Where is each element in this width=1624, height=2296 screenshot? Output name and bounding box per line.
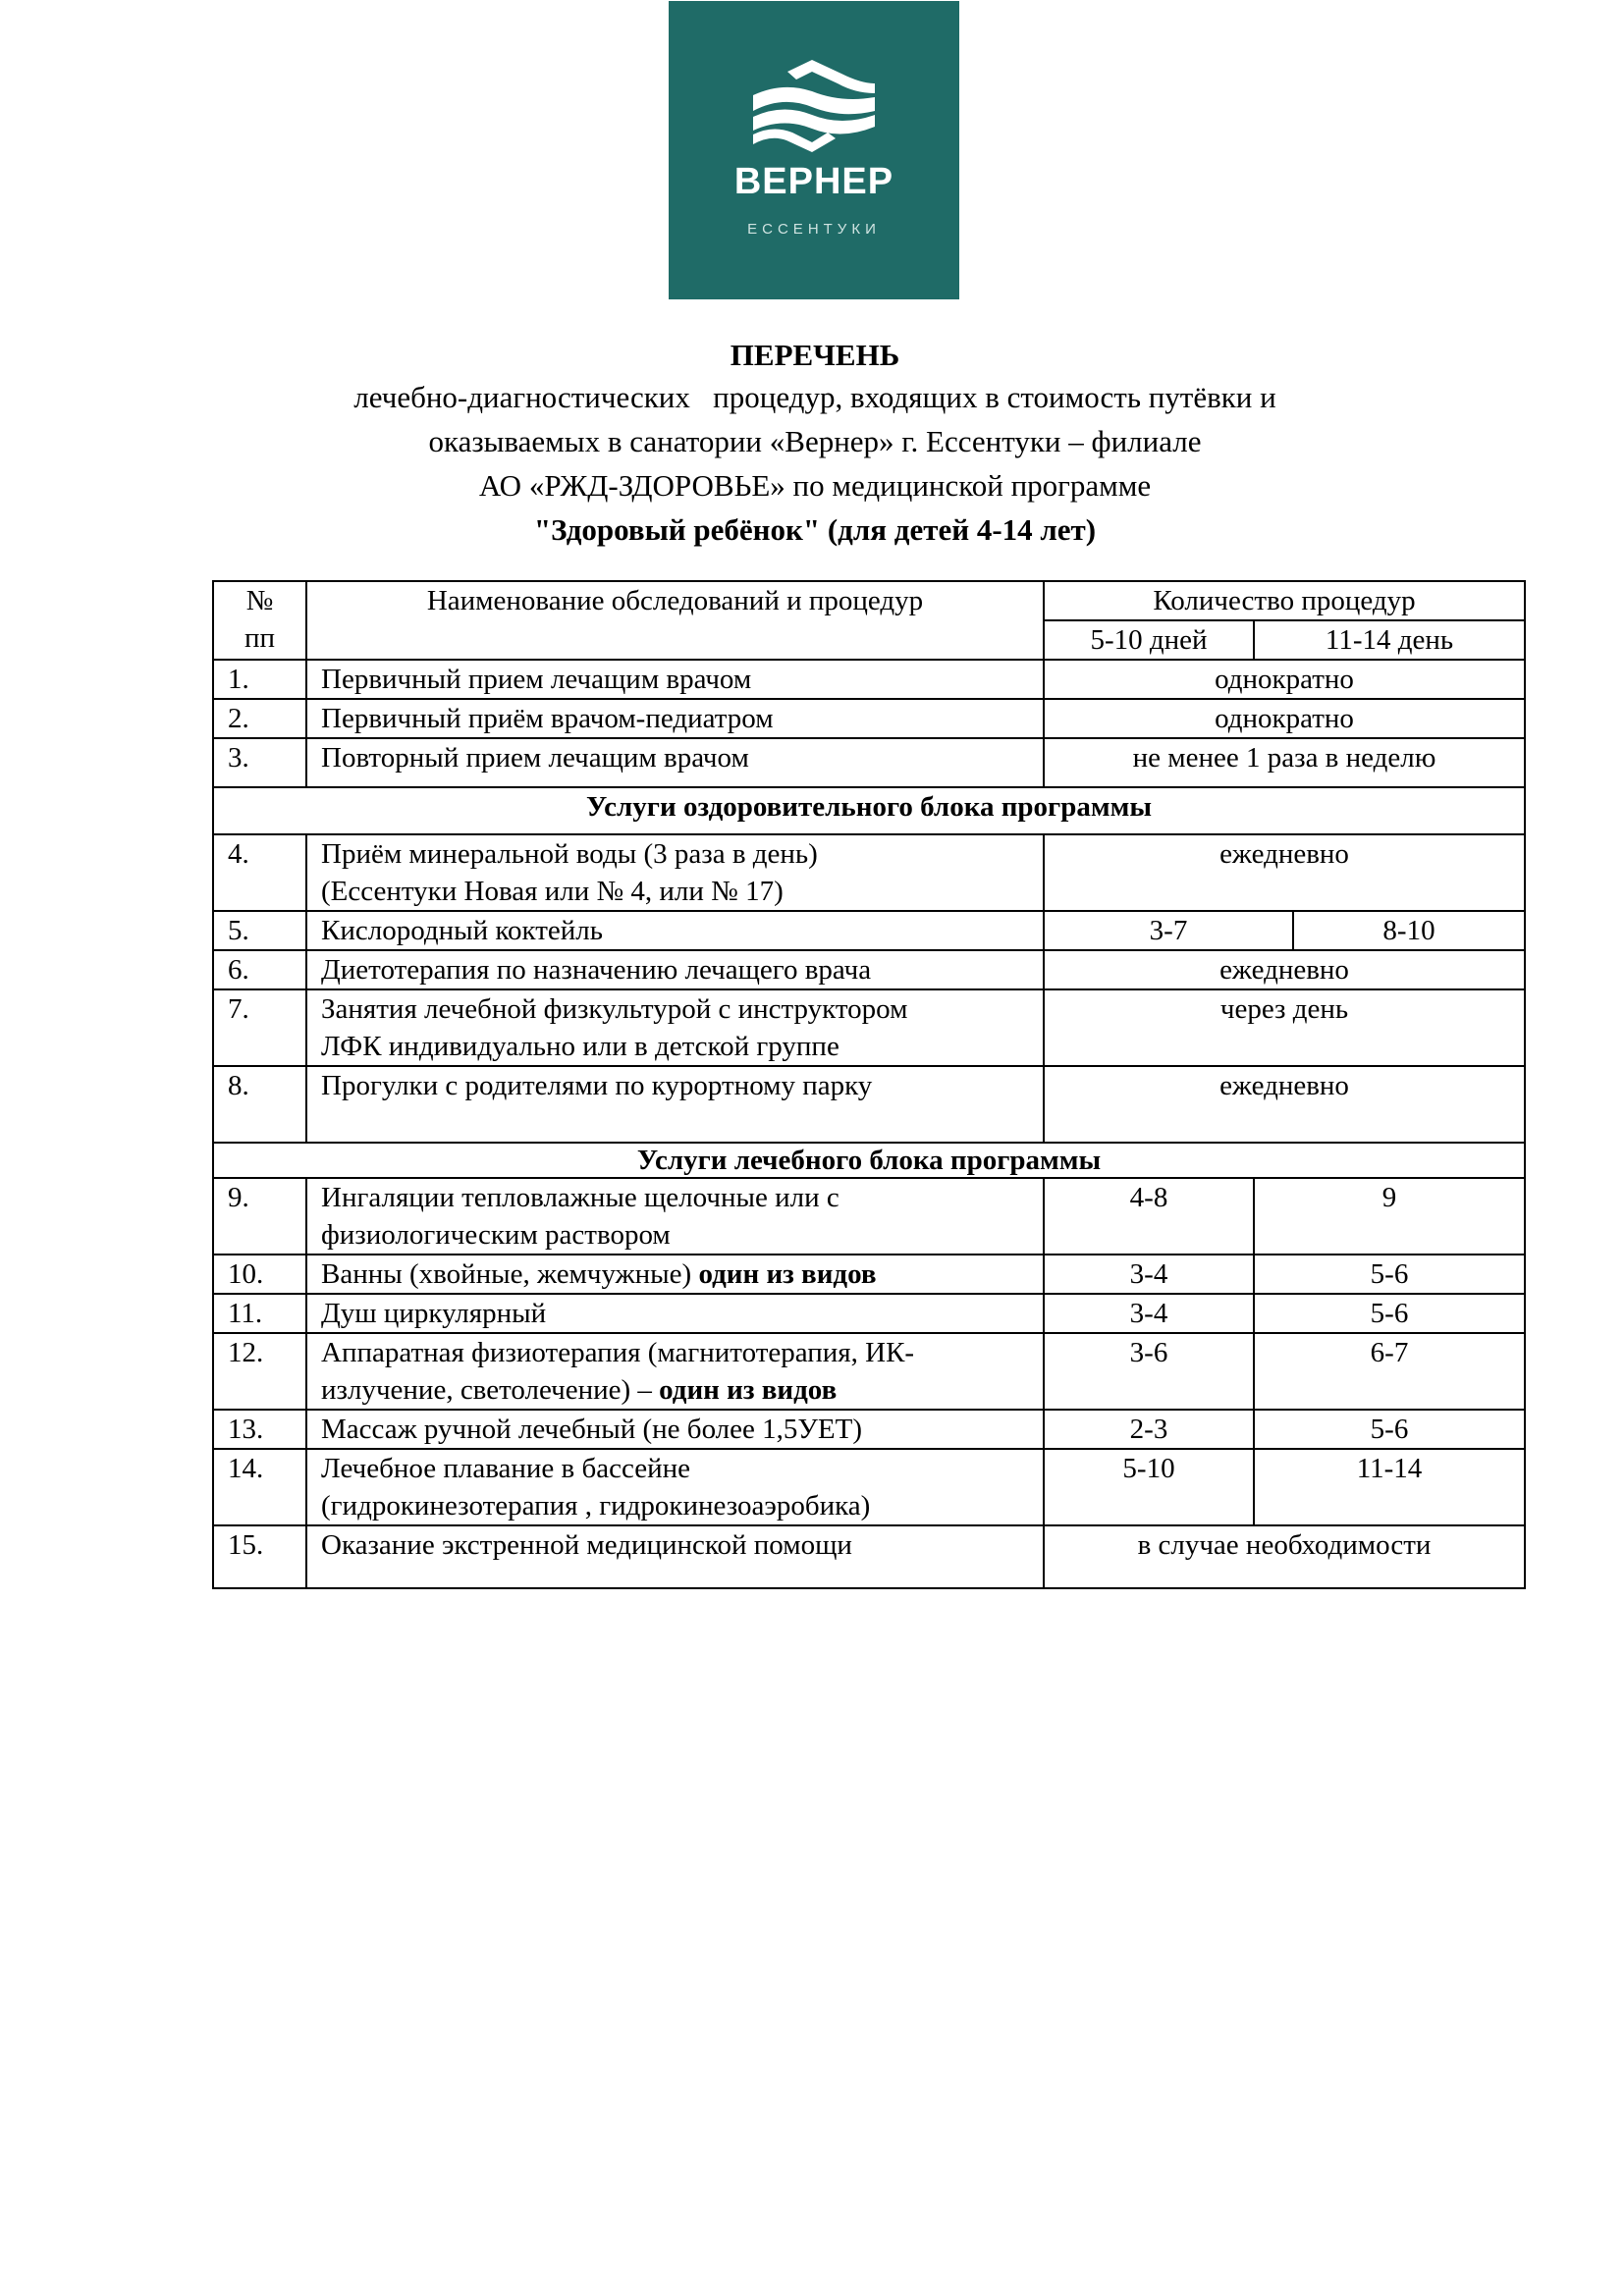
row-value-5-10: 3-4 xyxy=(1044,1294,1254,1333)
header-11-14-days: 11-14 день xyxy=(1254,620,1525,660)
document-heading xyxy=(236,334,1394,552)
row-name-emphasis: один из видов xyxy=(698,1258,877,1290)
heading-line-3: АО «РЖД-ЗДОРОВЬЕ» по медицинской программе xyxy=(478,468,1152,503)
row-value-5-10: 3-4 xyxy=(1044,1255,1254,1294)
table-row xyxy=(213,738,1525,787)
row-name-line1: Лечебное плавание в бассейне xyxy=(321,1453,690,1484)
row-name xyxy=(306,834,1044,911)
header-quantity: Количество процедур xyxy=(1044,581,1525,620)
row-num: 5. xyxy=(213,911,306,950)
row-num: 1. xyxy=(213,660,306,699)
program-name: "Здоровый ребёнок" (для детей 4-14 лет) xyxy=(533,512,1097,547)
row-value-5-10: 3-6 xyxy=(1044,1333,1254,1410)
row-value: в случае необходимости xyxy=(1044,1525,1525,1588)
row-value-5-10: 5-10 xyxy=(1044,1449,1254,1525)
logo-name: ВЕРНЕР xyxy=(733,161,894,202)
row-name: Прогулки с родителями по курортному парку xyxy=(306,1066,1044,1143)
row-name-line2: ЛФК индивидуально или в детской группе xyxy=(321,1031,839,1062)
row-name: Диетотерапия по назначению лечащего врача xyxy=(306,950,1044,989)
row-value-11-14: 6-7 xyxy=(1254,1333,1525,1410)
row-num: 15. xyxy=(213,1525,306,1588)
header-num-line1: № xyxy=(245,585,274,616)
table-row xyxy=(213,989,1525,1066)
table-row xyxy=(213,1294,1525,1333)
table-row xyxy=(213,1449,1525,1525)
row-num: 3. xyxy=(213,738,306,787)
row-value: ежедневно xyxy=(1044,834,1525,911)
section-row-treatment xyxy=(213,1143,1525,1178)
table-row xyxy=(213,911,1525,950)
row-num: 7. xyxy=(213,989,306,1066)
row-num: 2. xyxy=(213,699,306,738)
row-name: Кислородный коктейль xyxy=(306,911,1044,950)
row-name: Массаж ручной лечебный (не более 1,5УЕТ) xyxy=(306,1410,1044,1449)
row-value: не менее 1 раза в неделю xyxy=(1044,738,1525,787)
table-header-row xyxy=(213,581,1525,620)
row-name-line1: Приём минеральной воды (3 раза в день) xyxy=(321,838,818,870)
table-row xyxy=(213,1255,1525,1294)
table-row xyxy=(213,1525,1525,1588)
row-name: Повторный прием лечащим врачом xyxy=(306,738,1044,787)
heading-line-2: оказываемых в санатории «Вернер» г. Ессентуки – филиале xyxy=(428,424,1202,458)
section-wellness-title: Услуги оздоровительного блока программы xyxy=(213,787,1525,834)
row-name-line2: физиологическим раствором xyxy=(321,1219,671,1251)
table-row xyxy=(213,950,1525,989)
table-row xyxy=(213,1178,1525,1255)
row-value: однократно xyxy=(1044,699,1525,738)
row-name-line2 xyxy=(321,1371,1037,1409)
table-row xyxy=(213,1410,1525,1449)
row-name xyxy=(306,989,1044,1066)
row-value-11-14: 5-6 xyxy=(1254,1255,1525,1294)
row-value: однократно xyxy=(1044,660,1525,699)
row-value-11-14: 5-6 xyxy=(1254,1294,1525,1333)
row-value-11-14: 5-6 xyxy=(1254,1410,1525,1449)
row-name xyxy=(306,1333,1044,1410)
header-name: Наименование обследований и процедур xyxy=(306,581,1044,660)
row-value-11-14: 11-14 xyxy=(1254,1449,1525,1525)
row-name: Душ циркулярный xyxy=(306,1294,1044,1333)
row-name-line1: Ингаляции тепловлажные щелочные или с xyxy=(321,1182,839,1213)
row-split-values xyxy=(1044,911,1525,950)
table-row xyxy=(213,1333,1525,1410)
waves-icon xyxy=(669,1,959,299)
row-name: Первичный прием лечащим врачом xyxy=(306,660,1044,699)
row-name-line2: (гидрокинезотерапия , гидрокинезоаэробика) xyxy=(321,1490,871,1522)
procedures-table xyxy=(212,580,1526,1589)
table-row xyxy=(213,834,1525,911)
logo-subtitle: ЕССЕНТУКИ xyxy=(747,221,881,238)
row-num: 8. xyxy=(213,1066,306,1143)
row-value-11-14: 9 xyxy=(1254,1178,1525,1255)
sanatorium-logo xyxy=(669,1,959,299)
row-num: 4. xyxy=(213,834,306,911)
row-name-line2: (Ессентуки Новая или № 4, или № 17) xyxy=(321,876,784,907)
row-name-line1: Аппаратная физиотерапия (магнитотерапия, ИК- xyxy=(321,1337,915,1368)
table-row xyxy=(213,1066,1525,1143)
row-name xyxy=(306,1255,1044,1294)
row-num: 14. xyxy=(213,1449,306,1525)
section-treatment-title: Услуги лечебного блока программы xyxy=(213,1143,1525,1178)
row-num: 12. xyxy=(213,1333,306,1410)
row-name: Оказание экстренной медицинской помощи xyxy=(306,1525,1044,1588)
row-num: 11. xyxy=(213,1294,306,1333)
row-name-emphasis: один из видов xyxy=(659,1374,838,1406)
row-value-5-10: 4-8 xyxy=(1044,1178,1254,1255)
header-num-line2: пп xyxy=(244,622,276,654)
row-name-text: Ванны (хвойные, жемчужные) xyxy=(321,1258,699,1290)
row-num: 6. xyxy=(213,950,306,989)
header-num xyxy=(213,581,306,660)
row-value: через день xyxy=(1044,989,1525,1066)
row-name-line1: Занятия лечебной физкультурой с инструктором xyxy=(321,993,908,1025)
row-value-11-14: 8-10 xyxy=(1382,915,1435,946)
header-5-10-days: 5-10 дней xyxy=(1044,620,1254,660)
section-row-wellness xyxy=(213,787,1525,834)
row-value: ежедневно xyxy=(1044,950,1525,989)
row-name xyxy=(306,1178,1044,1255)
row-value: ежедневно xyxy=(1044,1066,1525,1143)
row-name xyxy=(306,1449,1044,1525)
table-row xyxy=(213,660,1525,699)
row-num: 13. xyxy=(213,1410,306,1449)
row-name-text: излучение, светолечение) – xyxy=(321,1374,660,1406)
row-value-5-10: 2-3 xyxy=(1044,1410,1254,1449)
row-name: Первичный приём врачом-педиатром xyxy=(306,699,1044,738)
document-title: ПЕРЕЧЕНЬ xyxy=(730,338,900,372)
row-num: 9. xyxy=(213,1178,306,1255)
row-value-5-10: 3-7 xyxy=(1045,912,1294,949)
table-row xyxy=(213,699,1525,738)
heading-line-1: лечебно-диагностических процедур, входящих в стоимость путёвки и xyxy=(353,380,1276,414)
row-num: 10. xyxy=(213,1255,306,1294)
